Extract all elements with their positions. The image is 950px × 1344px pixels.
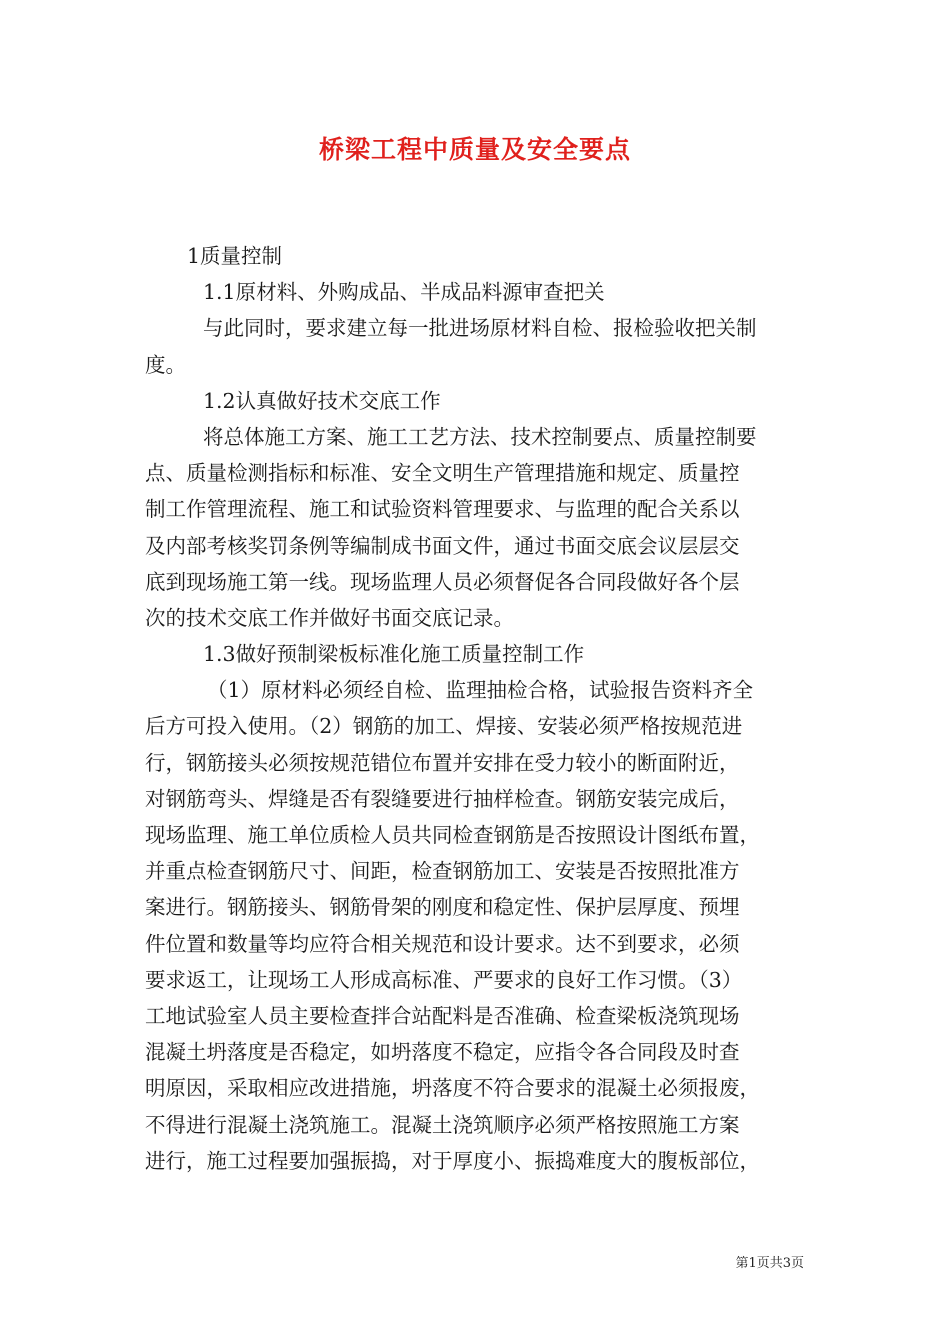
page-number: 第1页共3页 bbox=[735, 1256, 804, 1271]
paragraph-line: 案进行。钢筋接头、钢筋骨架的刚度和稳定性、保护层厚度、预埋 bbox=[145, 895, 740, 920]
paragraph-line: 将总体施工方案、施工工艺方法、技术控制要点、质量控制要 bbox=[203, 424, 757, 449]
paragraph-line: 并重点检查钢筋尺寸、间距，检查钢筋加工、安装是否按照批准方 bbox=[145, 859, 740, 884]
paragraph-line: 底到现场施工第一线。现场监理人员必须督促各合同段做好各个层 bbox=[145, 569, 740, 594]
paragraph-line: 与此同时，要求建立每一批进场原材料自检、报检验收把关制 bbox=[203, 316, 757, 341]
paragraph-line: 对钢筋弯头、焊缝是否有裂缝要进行抽样检查。钢筋安装完成后， bbox=[145, 786, 740, 811]
paragraph-line: 现场监理、施工单位质检人员共同检查钢筋是否按照设计图纸布置， bbox=[145, 823, 760, 847]
paragraph-line: 要求返工，让现场工人形成高标准、严要求的良好工作习惯。（3） bbox=[145, 967, 743, 992]
paragraph-line: 混凝土坍落度是否稳定，如坍落度不稳定，应指令各合同段及时查 bbox=[145, 1040, 740, 1065]
paragraph-line: 次的技术交底工作并做好书面交底记录。 bbox=[145, 605, 514, 630]
heading-quality-control: 1质量控制 bbox=[187, 244, 283, 268]
subheading-1-1: 1.1原材料、外购成品、半成品料源审查把关 bbox=[203, 280, 605, 305]
document-body bbox=[145, 238, 815, 1179]
document-title: 桥梁工程中质量及安全要点 bbox=[318, 135, 631, 164]
paragraph-line: 不得进行混凝土浇筑施工。混凝土浇筑顺序必须严格按照施工方案 bbox=[145, 1112, 740, 1137]
paragraph-line: 行，钢筋接头必须按规范错位布置并安排在受力较小的断面附近， bbox=[145, 750, 740, 775]
paragraph-line: 进行，施工过程要加强振捣，对于厚度小、振捣难度大的腹板部位， bbox=[145, 1148, 760, 1173]
paragraph-line: 明原因，采取相应改进措施，坍落度不符合要求的混凝土必须报废， bbox=[145, 1076, 760, 1101]
paragraph-line: 及内部考核奖罚条例等编制成书面文件，通过书面交底会议层层交 bbox=[145, 533, 740, 558]
paragraph-line: 后方可投入使用。（2）钢筋的加工、焊接、安装必须严格按规范进 bbox=[145, 714, 743, 739]
paragraph-line: 工地试验室人员主要检查拌合站配料是否准确、检查梁板浇筑现场 bbox=[145, 1003, 740, 1028]
subheading-1-3: 1.3做好预制梁板标准化施工质量控制工作 bbox=[203, 642, 585, 667]
paragraph-line: （1）原材料必须经自检、监理抽检合格，试验报告资料齐全 bbox=[207, 678, 754, 703]
paragraph-line: 度。 bbox=[145, 352, 186, 377]
paragraph-line: 制工作管理流程、施工和试验资料管理要求、与监理的配合关系以 bbox=[145, 497, 740, 522]
paragraph-line: 件位置和数量等均应符合相关规范和设计要求。达不到要求，必须 bbox=[145, 931, 740, 956]
paragraph-line: 点、质量检测指标和标准、安全文明生产管理措施和规定、质量控 bbox=[145, 461, 740, 486]
subheading-1-2: 1.2认真做好技术交底工作 bbox=[203, 388, 441, 413]
